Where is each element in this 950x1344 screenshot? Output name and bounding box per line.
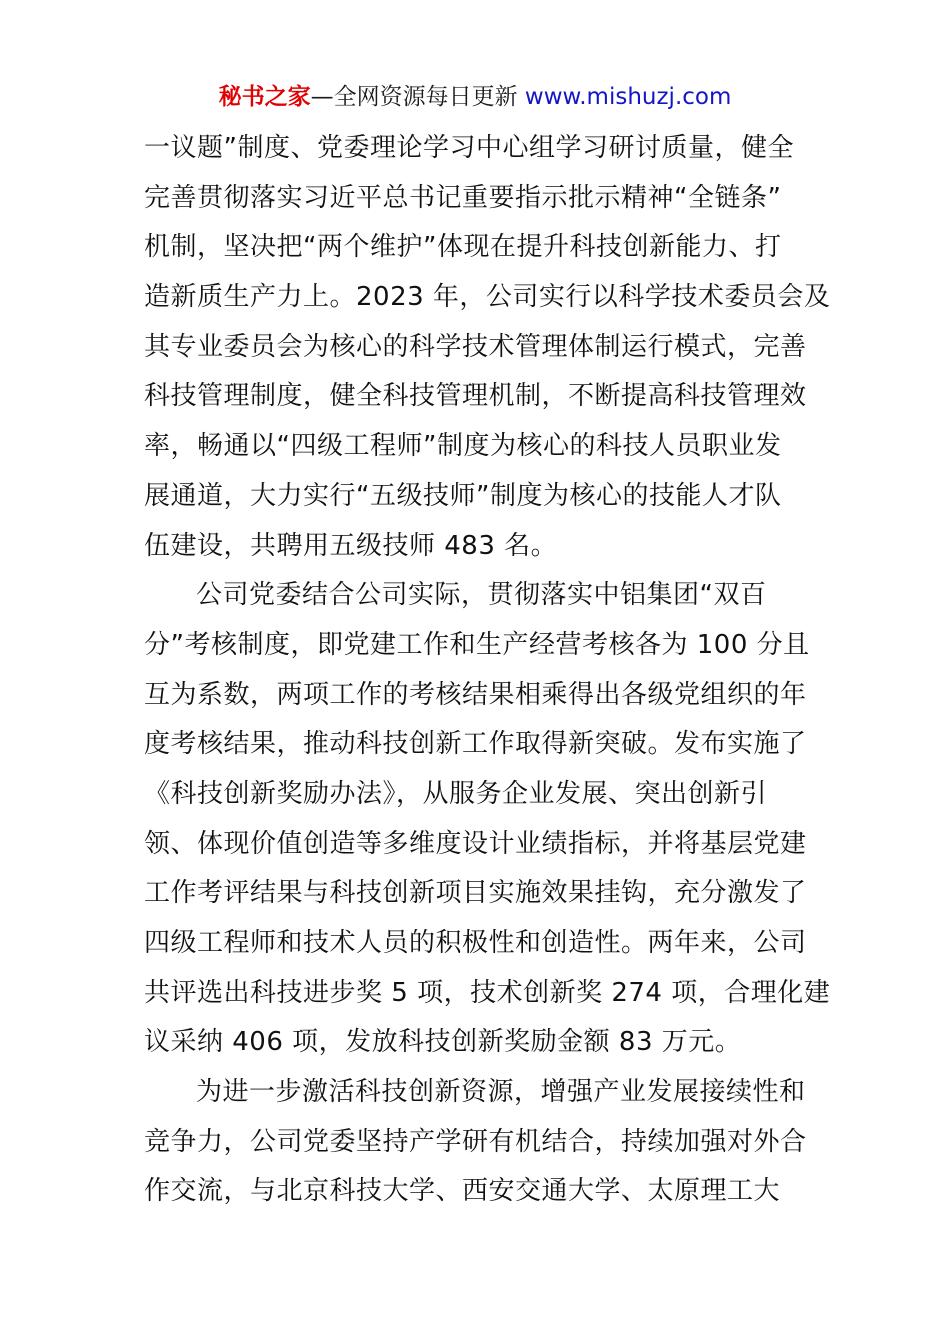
site-header	[0, 80, 950, 114]
text-line: 《科技创新奖励办法》，从服务企业发展、突出创新引	[144, 778, 768, 809]
site-tagline: —全网资源每日更新	[310, 84, 525, 110]
text-line: 作交流，与北京科技大学、西安交通大学、太原理工大	[144, 1176, 781, 1207]
text-line: 竞争力，公司党委坚持产学研有机结合，持续加强对外合	[144, 1126, 807, 1157]
text-line: 伍建设，共聘用五级技师 483 名。	[144, 530, 558, 561]
text-line: 造新质生产力上。2023 年，公司实行以科学技术委员会及	[144, 282, 831, 313]
text-line: 议采纳 406 项，发放科技创新奖励金额 83 万元。	[144, 1027, 742, 1058]
text-line: 工作考评结果与科技创新项目实施效果挂钩，充分激发了	[144, 878, 807, 909]
text-line: 科技管理制度，健全科技管理机制，不断提高科技管理效	[144, 381, 807, 412]
text-line: 互为系数，两项工作的考核结果相乘得出各级党组织的年	[144, 679, 807, 710]
text-line: 机制，坚决把“两个维护”体现在提升科技创新能力、打	[144, 232, 782, 263]
paragraph-start-line: 公司党委结合公司实际，贯彻落实中铝集团“双百	[196, 580, 767, 611]
site-url-link[interactable]: www.mishuzj.com	[524, 84, 732, 110]
text-line: 完善贯彻落实习近平总书记重要指示批示精神“全链条”	[144, 182, 782, 213]
text-line: 领、体现价值创造等多维度设计业绩指标，并将基层党建	[144, 828, 807, 859]
text-line: 度考核结果，推动科技创新工作取得新突破。发布实施了	[144, 729, 807, 760]
site-brand: 秘书之家	[218, 84, 311, 110]
text-line: 其专业委员会为核心的科学技术管理体制运行模式，完善	[144, 331, 807, 362]
text-line: 分”考核制度，即党建工作和生产经营考核各为 100 分且	[144, 629, 810, 660]
text-line: 一议题”制度、党委理论学习中心组学习研讨质量，健全	[144, 133, 794, 163]
text-line: 率，畅通以“四级工程师”制度为核心的科技人员职业发	[144, 431, 782, 462]
text-line: 展通道，大力实行“五级技师”制度为核心的技能人才队	[144, 480, 782, 511]
text-line: 共评选出科技进步奖 5 项，技术创新奖 274 项，合理化建	[144, 977, 831, 1008]
text-line: 四级工程师和技术人员的积极性和创造性。两年来，公司	[144, 928, 807, 958]
document-body	[144, 124, 831, 1217]
paragraph-start-line: 为进一步激活科技创新资源，增强产业发展接续性和	[196, 1077, 806, 1108]
